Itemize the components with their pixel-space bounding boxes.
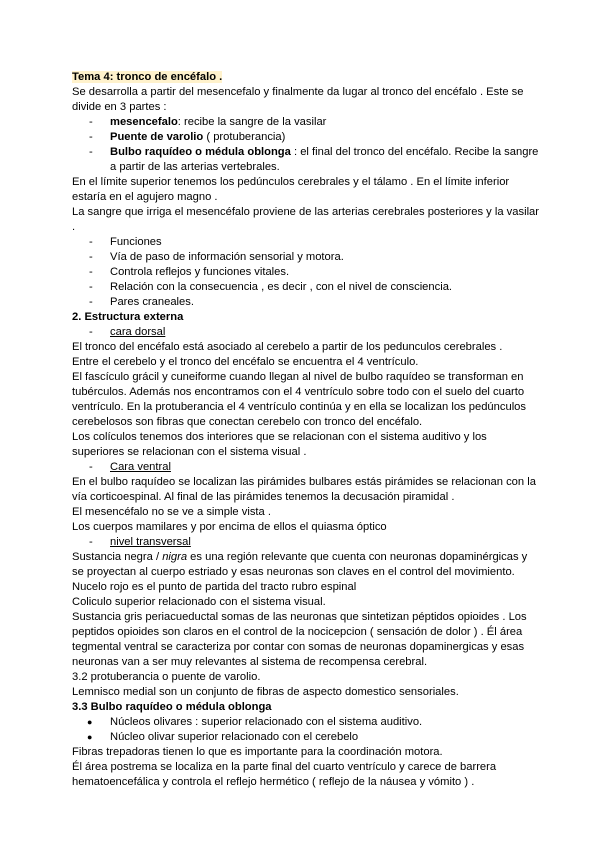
list-item: - Relación con la consecuencia , es decir , con el nivel de consciencia. [72,280,542,295]
document-page [72,70,542,790]
paragraph: Los cuerpos mamilares y por encima de ellos el quiasma óptico [72,521,387,533]
list-item [72,130,542,145]
paragraph: El fascículo grácil y cuneiforme cuando llegan al nivel de bulbo raquídeo se transforman en tubérculos. Además nos encontramos con el 4 ventrículo sobre todo con el suelo del cuarto ventrículo. En la protuberancia el 4 ventrículo continúa y en ella se localizan los pedúnculos cerebelosos son fibras que conectan cerebelo con tronco del encéfalo. [72,371,526,428]
part-term: Bulbo raquídeo o médula oblonga [110,146,291,158]
subsection-label: cara dorsal [110,326,166,338]
list-item [72,145,542,175]
paragraph: En el bulbo raquídeo se localizan las pirámides bulbares estás pirámides se relacionan con la vía corticoespinal. Al final de las pirámides tenemos la decusación piramidal . [72,476,536,503]
text-run: es una región relevante que cuenta con neuronas dopaminérgicas y se proyectan al cuerpo estriado y esas neuronas son claves en el control del movimiento. [72,551,528,578]
paragraph [72,550,542,580]
paragraph: Nucelo rojo es el punto de partida del tracto rubro espinal [72,581,357,593]
paragraph: 3.2 protuberancia o puente de varolio. [72,671,261,683]
intro-paragraph: Se desarrolla a partir del mesencefalo y finalmente da lugar al tronco del encéfalo . Este se divide en 3 partes : [72,86,524,113]
paragraph: Fibras trepadoras tienen lo que es importante para la coordinación motora. [72,746,443,758]
part-desc: : el final del tronco del encéfalo. Recibe la sangre a partir de las arterias vertebrales. [110,146,539,173]
part-term: mesencefalo [110,116,178,128]
paragraph: Sustancia gris periacueductal somas de las neuronas que sintetizan péptidos opioides . Los peptidos opioides son claros en el control de la nocicepcion ( sensación de dolor ) . Él área tegmental ventral se caracteriza por contar con somas de neuronas dopaminergicas y esas neuronas van a ser muy relevantes al sistema de recompensa cerebral. [72,611,527,668]
list-item [72,460,542,475]
part-desc: : recibe la sangre de la vasilar [177,116,327,128]
italic-term: nigra [162,551,188,563]
limits-paragraph: En el límite superior tenemos los pedúnculos cerebrales y el tálamo . En el límite inferior estaría en el agujero magno . [72,176,510,203]
part-desc: ( protuberancia) [203,131,286,143]
subsection-label: nivel transversal [110,536,191,548]
text-run: Sustancia negra / [72,551,163,563]
list-item: ● Núcleos olivares : superior relacionado con el sistema auditivo. [72,715,542,730]
list-item: - Pares craneales. [72,295,542,310]
paragraph: Él área postrema se localiza en la parte final del cuarto ventrículo y carece de barrera hematoencefálica y controla el reflejo hermético ( reflejo de la náusea y vómito ) . [72,761,497,788]
subsection-ventral [72,460,542,475]
paragraph: Lemnisco medial son un conjunto de fibras de aspecto domestico sensoriales. [72,686,459,698]
list-item [72,535,542,550]
paragraph: Entre el cerebelo y el tronco del encéfalo se encuentra el 4 ventrículo. [72,356,419,368]
list-item: - Funciones [72,235,542,250]
part-term: Puente de varolio [110,131,204,143]
paragraph: El mesencéfalo no se ve a simple vista . [72,506,271,518]
paragraph: Los colículos tenemos dos interiores que se relacionan con el sistema auditivo y los superiores se relacionan con el sistema visual . [72,431,487,458]
paragraph: El tronco del encéfalo está asociado al cerebelo a partir de los pedunculos cerebrales . [72,341,503,353]
section-heading-text: 2. Estructura externa [72,311,184,323]
subsection-label: Cara ventral [110,461,171,473]
subsection-dorsal [72,325,542,340]
list-item: ● Núcleo olivar superior relacionado con el cerebelo [72,730,542,745]
list-item: - Vía de paso de información sensorial y motora. [72,250,542,265]
bulbo-list [72,715,542,745]
section-heading [72,310,542,325]
title-line [72,70,542,85]
subsection-transversal [72,535,542,550]
blood-paragraph: La sangre que irriga el mesencéfalo proviene de las arterias cerebrales posteriores y la vasilar . [72,206,540,233]
list-item: - Controla reflejos y funciones vitales. [72,265,542,280]
functions-list [72,235,542,310]
paragraph: Coliculo superior relacionado con el sistema visual. [72,596,326,608]
document-title: Tema 4: tronco de encéfalo . [72,71,223,83]
list-item [72,325,542,340]
section-heading [72,700,542,715]
section-heading-text: 3.3 Bulbo raquídeo o médula oblonga [72,701,272,713]
list-item [72,115,542,130]
parts-list [72,115,542,175]
